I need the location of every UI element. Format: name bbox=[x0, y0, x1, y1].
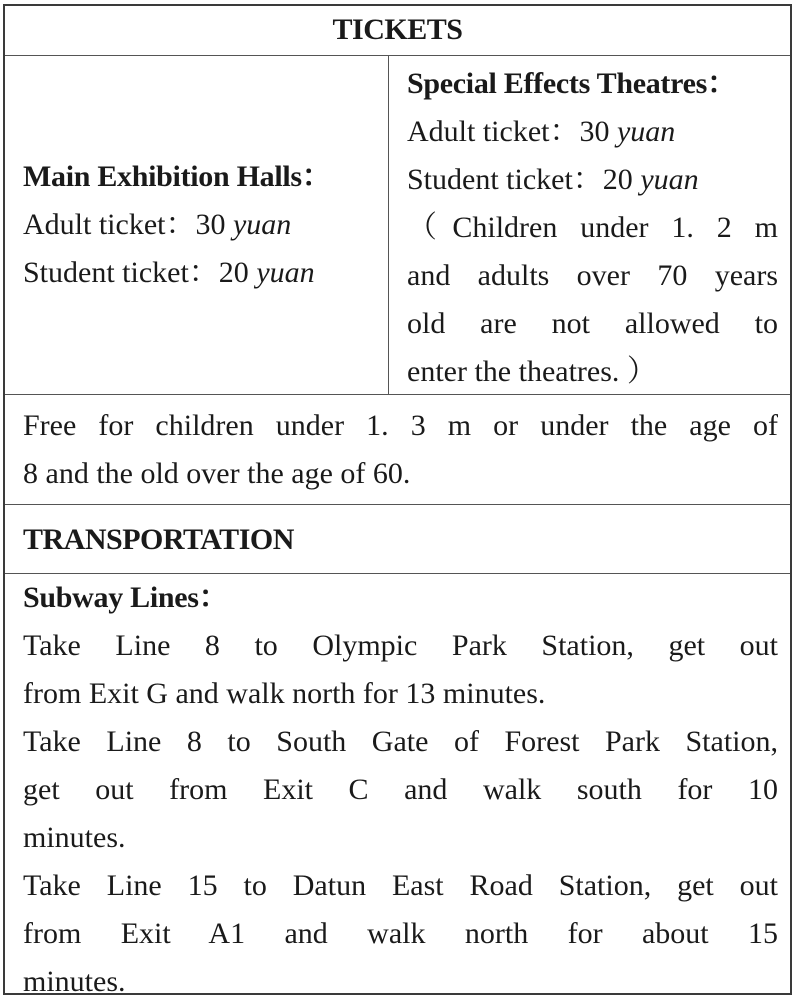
special-theatres-adult-unit: yuan bbox=[616, 115, 676, 148]
special-theatres-adult-ticket bbox=[407, 108, 778, 156]
special-theatres-note-line: old are not allowed to bbox=[407, 307, 778, 340]
route-line: from Exit A1 and walk north for about 15 bbox=[23, 917, 778, 950]
route-line: from Exit G and walk north for 13 minutes. bbox=[23, 677, 546, 710]
route-line: get out from Exit C and walk south for 10 bbox=[23, 773, 778, 806]
main-halls-adult-label: Adult ticket：30 bbox=[23, 208, 233, 241]
main-halls-title: Main Exhibition Halls： bbox=[23, 160, 332, 193]
main-halls-cell bbox=[5, 56, 389, 394]
tickets-heading: TICKETS bbox=[332, 13, 463, 46]
free-admission-line: 8 and the old over the age of 60. bbox=[23, 457, 411, 490]
special-theatres-student-unit: yuan bbox=[640, 163, 699, 196]
special-theatres-student-label: Student ticket：20 bbox=[407, 163, 641, 196]
free-admission-line: Free for children under 1. 3 m or under the age of bbox=[23, 409, 778, 442]
subway-routes-row bbox=[5, 574, 790, 998]
special-theatres-note-line: enter the theatres. ） bbox=[407, 355, 657, 388]
info-table bbox=[3, 4, 792, 998]
special-theatres-title: Special Effects Theatres： bbox=[407, 67, 737, 100]
route-line: minutes. bbox=[23, 965, 126, 998]
route-item bbox=[23, 862, 778, 1006]
subway-title: Subway Lines： bbox=[23, 581, 229, 614]
main-halls-student-unit: yuan bbox=[256, 256, 315, 289]
route-line: minutes. bbox=[23, 821, 126, 854]
main-halls-student-ticket bbox=[23, 249, 388, 297]
special-theatres-note-line: （Children under 1. 2 m bbox=[407, 211, 778, 244]
ticket-prices-row bbox=[5, 56, 790, 395]
main-halls-student-label: Student ticket：20 bbox=[23, 256, 257, 289]
transportation-heading: TRANSPORTATION bbox=[23, 523, 294, 556]
transportation-heading-row bbox=[5, 505, 790, 574]
main-halls-adult-ticket bbox=[23, 201, 388, 249]
special-theatres-note-line: and adults over 70 years bbox=[407, 259, 778, 292]
route-line: Take Line 8 to Olympic Park Station, get out bbox=[23, 629, 778, 662]
free-admission-row bbox=[5, 395, 790, 505]
route-line: Take Line 8 to South Gate of Forest Park Station, bbox=[23, 725, 778, 758]
special-theatres-student-ticket bbox=[407, 156, 778, 204]
main-halls-adult-unit: yuan bbox=[232, 208, 292, 241]
route-item bbox=[23, 718, 778, 862]
special-theatres-adult-label: Adult ticket：30 bbox=[407, 115, 617, 148]
special-theatres-cell bbox=[389, 56, 790, 394]
tickets-heading-row bbox=[5, 6, 790, 56]
route-line: Take Line 15 to Datun East Road Station, get out bbox=[23, 869, 778, 902]
route-item bbox=[23, 622, 778, 718]
